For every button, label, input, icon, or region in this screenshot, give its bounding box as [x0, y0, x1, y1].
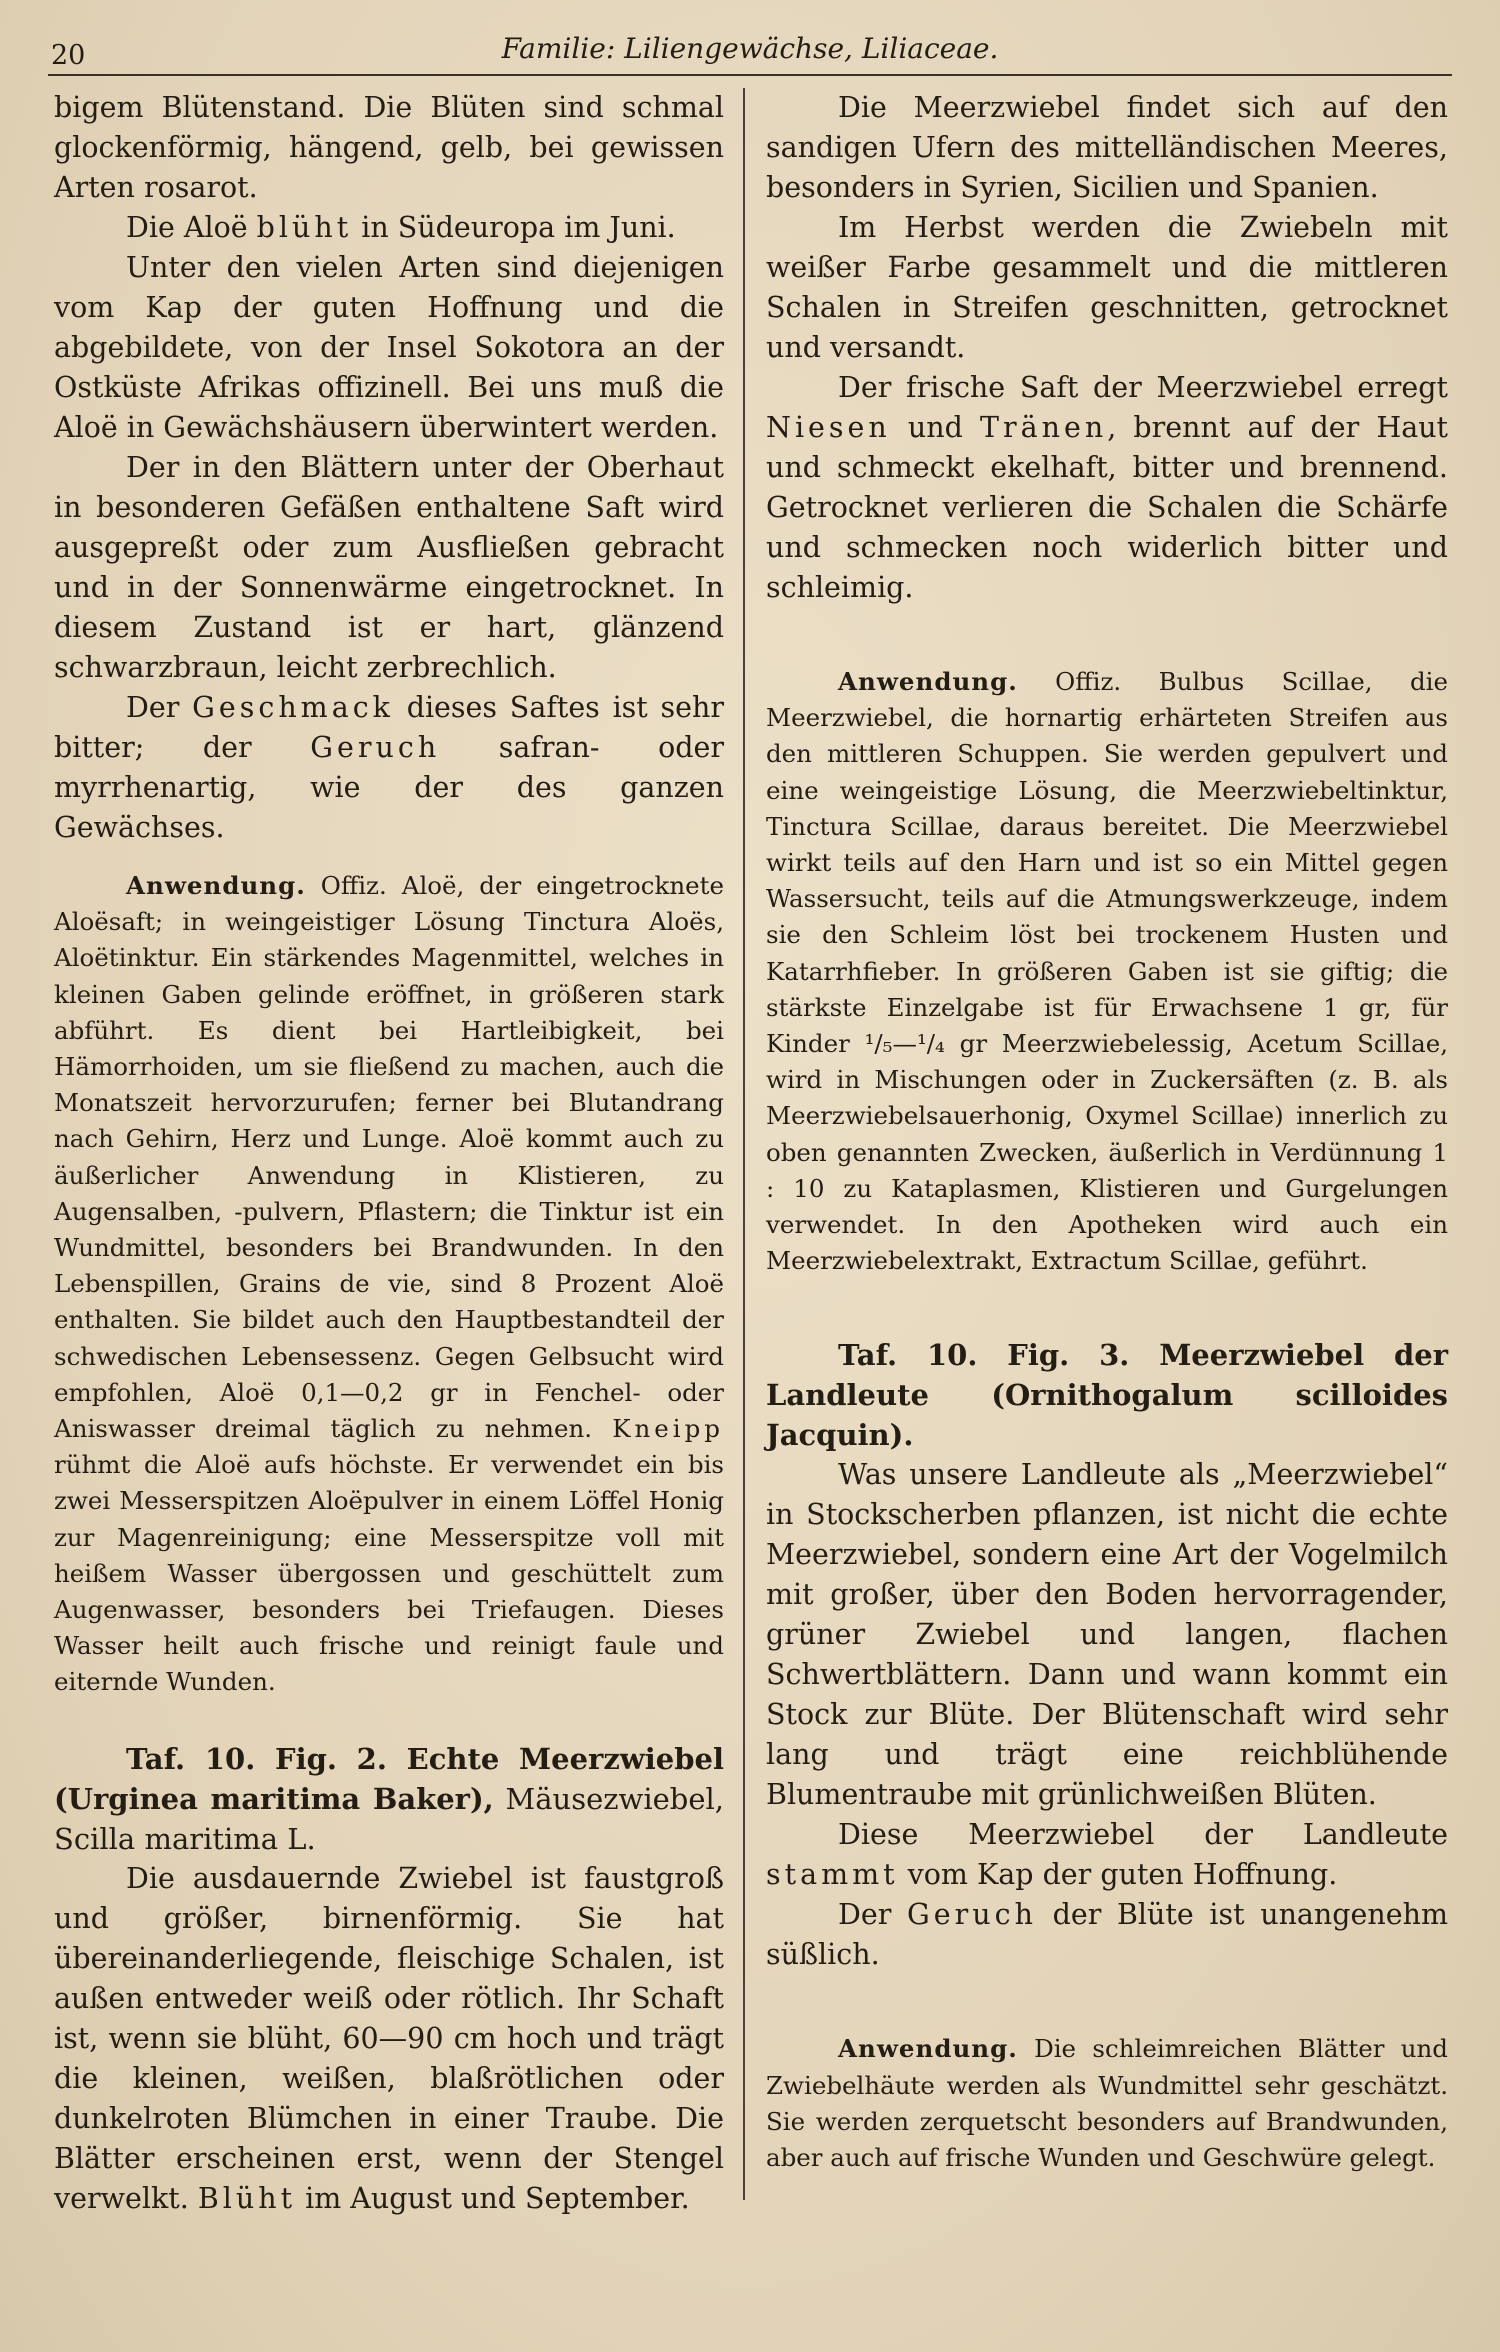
usage-note: Anwendung. Die schleimreichen Blätter und Zwiebelhäute werden als Wundmittel sehr geschätzt. Sie werden zerquetscht besonders auf Brandwunden, aber auch auf frische Wunden und Geschwüre gelegt.	[766, 2034, 1448, 2173]
right-column	[766, 88, 1448, 2176]
paragraph: Der Geschmack dieses Saftes ist sehr bitter; der Geruch safran- oder myrrhenartig, wie der des ganzen Gewächses.	[54, 691, 724, 844]
paragraph: Der frische Saft der Meerzwiebel erregt Niesen und Tränen, brennt auf der Haut und schmeckt ekelhaft, bitter und brennend. Getrocknet verlieren die Schalen die Schärfe und schmecken noch widerlich bitter und schleimig.	[766, 371, 1448, 604]
usage-label: Anwendung.	[126, 871, 306, 900]
section-heading: Taf. 10. Fig. 3. Meerzwiebel der Landleute (Ornithogalum scilloides Jacquin).	[766, 1338, 1448, 1453]
page-number: 20	[51, 40, 86, 71]
left-column	[54, 88, 724, 2219]
column-divider	[743, 88, 745, 2200]
paragraph: Im Herbst werden die Zwiebeln mit weißer Farbe gesammelt und die mittleren Schalen in Streifen geschnitten, getrocknet und versandt.	[766, 211, 1448, 364]
usage-note: Anwendung. Offiz. Aloë, der eingetrocknete Aloësaft; in weingeistiger Lösung Tinctura Aloës, Aloëtinktur. Ein stärkendes Magenmittel, welches in kleinen Gaben gelinde eröffnet, in größeren stark abführt. Es dient bei Hartleibigkeit, bei Hämorrhoiden, um sie fließend zu machen, auch die Monatszeit hervorzurufen; ferner bei Blutandrang nach Gehirn, Herz und Lunge. Aloë kommt auch zu äußerlicher Anwendung in Klistieren, zu Augensalben, -pulvern, Pflastern; die Tinktur ist ein Wundmittel, besonders bei Brandwunden. In den Lebenspillen, Grains de vie, sind 8 Prozent Aloë enthalten. Sie bildet auch den Hauptbestandteil der schwedischen Lebensessenz. Gegen Gelbsucht wird empfohlen, Aloë 0,1—0,2 gr in Fenchel- oder Aniswasser dreimal täglich zu nehmen. Kneipp rühmt die Aloë aufs höchste. Er verwendet ein bis zwei Messerspitzen Aloëpulver in einem Löffel Honig zur Magenreinigung; eine Messerspitze voll mit heißem Wasser übergossen und geschüttelt zum Augenwasser, besonders bei Triefaugen. Dieses Wasser heilt auch frische und reinigt faule und eiternde Wunden.	[54, 871, 724, 1697]
paragraph: Was unsere Landleute als „Meerzwiebel“ in Stockscherben pflanzen, ist nicht die echte Meerzwiebel, sondern eine Art der Vogelmilch mit großer, über den Boden hervorragender, grüner Zwiebel und langen, flachen Schwertblättern. Dann und wann kommt ein Stock zur Blüte. Der Blütenschaft wird sehr lang und trägt eine reichblühende Blumentraube mit grünlichweißen Blüten.	[766, 1458, 1448, 1812]
paragraph: Unter den vielen Arten sind diejenigen vom Kap der guten Hoffnung und die abgebildete, von der Insel Sokotora an der Ostküste Afrikas offizinell. Bei uns muß die Aloë in Gewächshäusern überwintert werden.	[54, 251, 724, 444]
paragraph: Die Meerzwiebel findet sich auf den sandigen Ufern des mittelländischen Meeres, besonders in Syrien, Sicilien und Spanien.	[766, 91, 1448, 204]
paragraph: bigem Blütenstand. Die Blüten sind schmal glockenförmig, hängend, gelb, bei gewissen Arten rosarot.	[54, 91, 724, 204]
paragraph: Die Aloë blüht in Südeuropa im Juni.	[126, 211, 676, 244]
paragraph: Die ausdauernde Zwiebel ist faustgroß und größer, birnenförmig. Sie hat übereinanderliegende, fleischige Schalen, ist außen entweder weiß oder rötlich. Ihr Schaft ist, wenn sie blüht, 60—90 cm hoch und trägt die kleinen, weißen, blaßrötlichen oder dunkelroten Blümchen in einer Traube. Die Blätter erscheinen erst, wenn der Stengel verwelkt. Blüht im August und September.	[54, 1861, 724, 2215]
page-header	[48, 28, 1452, 76]
paragraph: Der in den Blättern unter der Oberhaut in besonderen Gefäßen enthaltene Saft wird ausgepreßt oder zum Ausfließen gebracht und in der Sonnenwärme eingetrocknet. In diesem Zustand ist er hart, glänzend schwarzbraun, leicht zerbrechlich.	[54, 451, 724, 684]
paragraph: Diese Meerzwiebel der Landleute stammt vom Kap der guten Hoffnung.	[766, 1818, 1448, 1892]
usage-label: Anwendung.	[838, 2034, 1018, 2064]
usage-label: Anwendung.	[838, 667, 1018, 696]
usage-note: Anwendung. Offiz. Bulbus Scillae, die Meerzwiebel, die hornartig erhärteten Streifen aus den mittleren Schuppen. Sie werden gepulvert und eine weingeistige Lösung, die Meerzwiebeltinktur, Tinctura Scillae, daraus bereitet. Die Meerzwiebel wirkt teils auf den Harn und ist so ein Mittel gegen Wassersucht, teils auf die Atmungswerkzeuge, indem sie den Schleim löst bei trockenem Husten und Katarrhfieber. In größeren Gaben ist sie giftig; die stärkste Einzelgabe ist für Erwachsene 1 gr, für Kinder ¹/₅—¹/₄ gr Meerzwiebelessig, Acetum Scillae, wird in Mischungen oder in Zuckersäften (z. B. als Meerzwiebelsauerhonig, Oxymel Scillae) innerlich zu oben genannten Zwecken, äußerlich in Verdünnung 1 : 10 zu Kataplasmen, Klistieren und Gurgelungen verwendet. In den Apotheken wird auch ein Meerzwiebelextrakt, Extractum Scillae, geführt.	[766, 667, 1448, 1276]
paragraph: Der Geruch der Blüte ist unangenehm süßlich.	[766, 1898, 1448, 1972]
section-heading: Taf. 10. Fig. 2. Echte Meerzwiebel (Urginea maritima Baker), Mäusezwiebel, Scilla maritima L.	[54, 1741, 724, 1856]
running-title: Familie: Liliengewächse, Liliaceae.	[501, 32, 999, 65]
